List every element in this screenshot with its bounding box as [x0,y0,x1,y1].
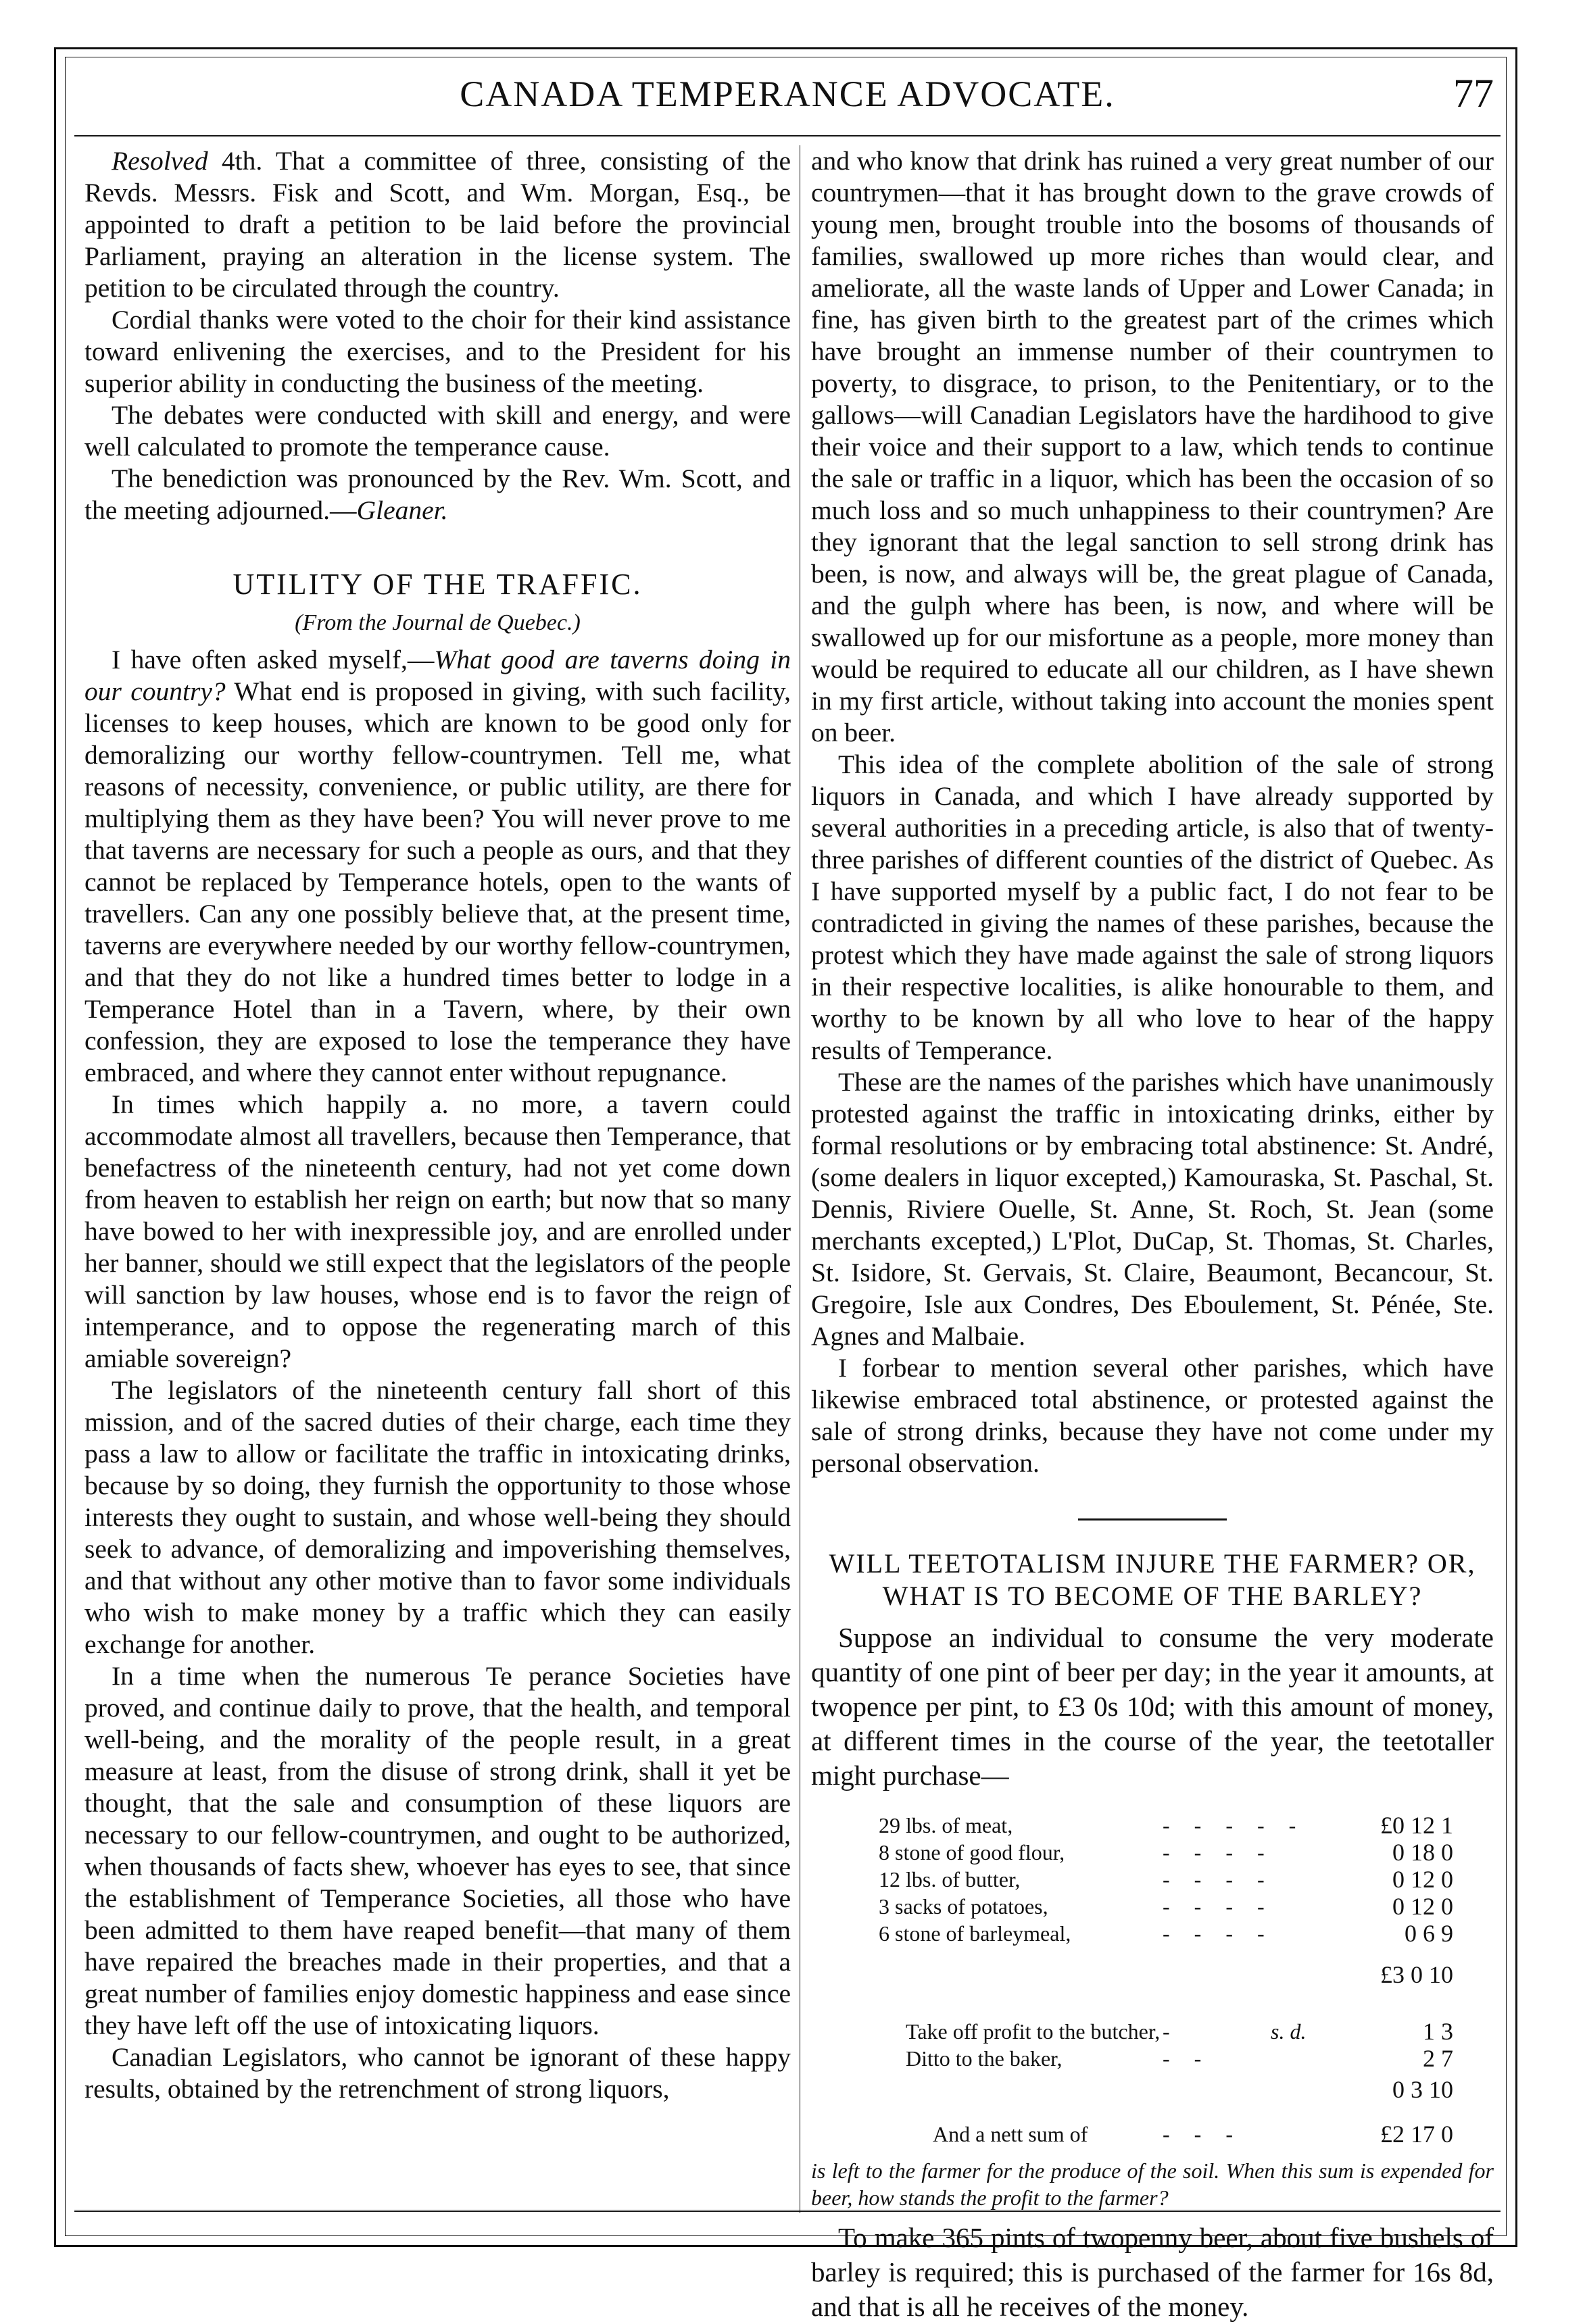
purchase-subtotal: £3 0 10 [1380,1961,1453,1988]
item-amount: 0 18 0 [1392,1839,1453,1866]
article-source: (From the Journal de Quebec.) [295,610,581,635]
farmer-note: is left to the farmer for the produce of the soil. When this sum is expended for beer, how stands the profit to the farmer? [811,2158,1494,2210]
masthead-rule [74,135,1501,137]
profit-total: 0 3 10 [1392,2076,1453,2103]
item-dots: - - - - [1163,1867,1274,1892]
profit-dots: - - [1163,2046,1211,2071]
item-amount: 0 6 9 [1405,1920,1453,1947]
question-text: What good are taverns doing in our country? [84,645,791,706]
item-row [852,1812,1453,1839]
item-dots: - - - - - [1163,1813,1306,1837]
item-label: 12 lbs. of butter, [879,1867,1021,1892]
debates-paragraph: The debates were conducted with skill and energy, and were well calculated to promote the temperance cause. [84,400,791,462]
publication-title: CANADA TEMPERANCE ADVOCATE. [460,74,1115,114]
item-label: 6 stone of barleymeal, [879,1921,1071,1946]
profit-row [879,2045,1453,2072]
article-paragraph: Suppose an individual to consume the very moderate quantity of one pint of beer per day; in the year it amounts, at twopence per pint, to £3 0s 10d; with this amount of money, at different times in the course of the year, the teetotaller might purchase— [811,1622,1494,1791]
article-paragraph: This idea of the complete abolition of the sale of strong liquors in Canada, and which I have already supported by several authorities in a preceding article, is also that of twenty-three parishes of different counties of the district of Quebec. As I have supported myself by a public fact, I do not fear to be contradicted in giving the names of these parishes, because the protest which they have made against the sale of strong liquors in their respective localities, is alike honourable to them, and worthy to be known by all who love to hear of the happy results of Temperance. [811,749,1494,1065]
item-amount: £0 12 1 [1380,1812,1453,1839]
parishes-paragraph: These are the names of the parishes which have unanimously protested against the traffic in intoxicating drinks, either by formal resolutions or by embracing total abstinence: St. André, (some dealers in liquor excepted,) Kamouraska, St. Paschal, St. Dennis, Riviere Ouelle, St. Anne, St. Roch, St. Jean (some merchants excepted,) L'Plot, DuCap, St. Thomas, St. Charles, St. Isidore, St. Gervais, St. Claire, Beaumont, Becancour, St. Gregoire, Isle aux Condres, Des Eboulement, St. Pénée, Ste. Agnes and Malbaie. [811,1067,1494,1351]
profit-column-head: s. d. [1271,2019,1307,2044]
article-paragraph: In a time when the numerous Te perance Societies have proved, and continue daily to prove, that the health, and temporal well-being, and the morality of the people result, in a great measure at least, from the disuse of strong drink, shall it yet be thought, that the sale and consumption of these liquors are necessary to our fellow-countrymen, and ought to be authorized, when thousands of facts shew, whoever has eyes to see, that since the establishment of Temperance Societies, all those who have been admitted to them have reaped benefit—that many of them have repaired the breaches made in their properties, and that a great number of families enjoy domestic happiness and ease since they have left off the use of intoxicating liquors. [84,1661,791,2040]
item-dots: - - - - [1163,1840,1274,1864]
article-paragraph: To make 365 pints of twopenny beer, about five bushels of barley is required; this is purchased of the farmer for 16s 8d, and that is all he receives of the money. [811,2222,1494,2322]
profit-dots: - [1163,2019,1179,2044]
profit-label: Ditto to the baker, [906,2046,1063,2071]
nett-dots: - - - [1163,2122,1242,2146]
item-row [852,1920,1453,1947]
item-row [852,1893,1453,1920]
item-row [852,1839,1453,1866]
article-paragraph: I have often asked myself,—What good are taverns doing in our country? What end is proposed in giving, with such facility, licenses to keep houses, which are known to be good only for demoralizing our worthy fellow-countrymen. Tell me, what reasons of necessity, convenience, or public utility, are there for multiplying them as they have been? You will never prove to me that taverns are necessary for such a people as ours, and that they cannot be replaced by Temperance hotels, open to the wants of travellers. Can any one possibly believe that, at the present time, taverns are everywhere needed by our worthy fellow-countrymen, and that they do not like a hundred times better to lodge in a Temperance Hotel than in a Tavern, where, by their own confession, they are exposed to lose the temperance they have embraced, and where they cannot enter without repugnance. [84,645,791,1087]
item-label: 29 lbs. of meat, [879,1813,1013,1837]
benediction-paragraph: The benediction was pronounced by the Rev. Wm. Scott, and the meeting adjourned.—Gleaner. [84,464,791,525]
left-column [84,145,791,2105]
resolution-paragraph: Resolved 4th. That a committee of three, consisting of the Revds. Messrs. Fisk and Scott, and Wm. Morgan, Esq., be appointed to draft a petition to be laid before the provincial Parliament, praying an alteration in the license system. The petition to be circulated through the country. [84,146,791,303]
item-dots: - - - - [1163,1921,1274,1946]
gleaner-source: Gleaner. [356,495,448,525]
page-number: 77 [1453,71,1494,116]
purchase-table [852,1812,1453,1947]
article-paragraph: I forbear to mention several other parishes, which have likewise embraced total abstinence, or protested against the sale of strong drinks, because they have not come under my personal observation. [811,1353,1494,1478]
article-paragraph: In times which happily a. no more, a tavern could accommodate almost all travellers, because then Temperance, that benefactress of the nineteenth century, had not yet come down from heaven to establish her reign on earth; but now that so many have bowed to her with inexpressible joy, and are enrolled under her banner, should we still expect that the legislators of the people will sanction by law houses, whose end is to favor the reign of intemperance, and to oppose the regenerating march of this amiable sovereign? [84,1089,791,1373]
nett-row [852,2121,1453,2148]
resolved-lead: Resolved [112,146,208,176]
item-dots: - - - - [1163,1894,1274,1919]
profit-amount: 1 3 [1423,2018,1453,2045]
right-column [811,145,1494,2324]
thanks-paragraph: Cordial thanks were voted to the choir for their kind assistance toward enlivening the exercises, and to the President for his superior ability in conducting the business of the meeting. [84,305,791,398]
nett-table [852,2121,1453,2148]
item-label: 3 sacks of potatoes, [879,1894,1048,1919]
article-heading-teetotalism: WILL TEETOTALISM INJURE THE FARMER? OR, WHAT IS TO BECOME OF THE BARLEY? [829,1548,1476,1611]
nett-amount: £2 17 0 [1380,2121,1453,2148]
profit-amount: 2 7 [1423,2045,1453,2072]
profit-block [852,2018,1453,2103]
nett-label: And a nett sum of [933,2122,1088,2146]
section-rule [1078,1518,1227,1521]
masthead [74,73,1501,131]
profit-label: Take off profit to the butcher, [906,2019,1161,2044]
item-label: 8 stone of good flour, [879,1840,1065,1864]
bottom-rule [74,2210,1501,2212]
article-paragraph: Canadian Legislators, who cannot be ignorant of these happy results, obtained by the retrenchment of strong liquors, [84,2042,791,2104]
profit-table [879,2018,1453,2072]
item-row [852,1866,1453,1893]
item-amount: 0 12 0 [1392,1893,1453,1920]
profit-row [879,2018,1453,2045]
article-paragraph: and who know that drink has ruined a very great number of our countrymen—that it has brought down to the grave crowds of young men, brought trouble into the bosoms of thousands of families, swallowed up more riches than would clear, and ameliorate, all the waste lands of Upper and Lower Canada; in fine, has given birth to the greatest part of the crimes which have brought an immense number of their countrymen to poverty, to disgrace, to prison, to the Penitentiary, or to the gallows—will Canadian Legislators have the hardihood to give their voice and their support to a law, which tends to continue the sale or traffic in a liquor, which has been the occasion of so much loss and so much unhappiness to their countrymen? Are they ignorant that the legal sanction to sell strong drink has been, is now, and always will be, the great plague of Canada, and the gulph where has been, is now, and where will be swallowed up for our misfortune as a people, more money than would be required to educate all our children, as I have shewn in my first article, without taking into account the monies spent on beer. [811,146,1494,747]
article-heading-utility: UTILITY OF THE TRAFFIC. [233,568,643,601]
item-amount: 0 12 0 [1392,1866,1453,1893]
article-paragraph: The legislators of the nineteenth century fall short of this mission, and of the sacred duties of their charge, each time they pass a law to allow or facilitate the traffic in intoxicating drinks, because by so doing, they furnish the opportunity to those whose interests they ought to sustain, and whose well-being they should seek to advance, of demoralizing and impoverishing themselves, and that without any other motive than to favor some individuals who wish to make money by a traffic which they can easily exchange for another. [84,1375,791,1659]
